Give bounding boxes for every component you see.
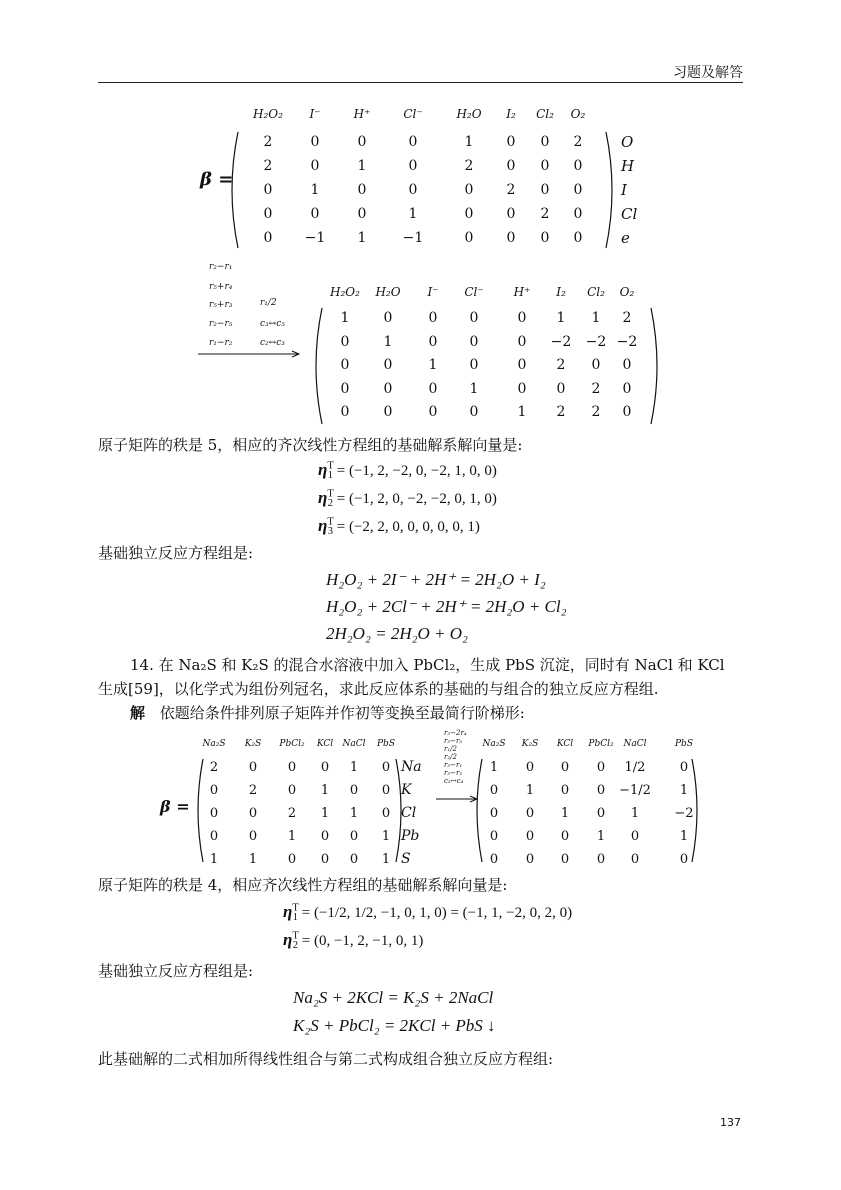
matrix1-cell: 0: [464, 182, 474, 198]
matrix1-row-label: I: [621, 181, 627, 199]
col-operation: r₁/2: [260, 298, 277, 308]
matrix1-row-label: e: [621, 229, 630, 247]
matrix1-row-label: Cl: [621, 205, 638, 223]
matrix1-header: Cl⁻: [403, 107, 423, 121]
matrix3-cell: 0: [320, 760, 330, 775]
matrix4-cell: 0: [560, 760, 570, 775]
matrix2-header: Cl⁻: [464, 285, 484, 299]
matrix4-cell: 1: [679, 783, 689, 798]
text-rank-5: 原子矩阵的秩是 5，相应的齐次线性方程组的基础解系解向量是:: [98, 436, 523, 454]
matrix2-cell: 0: [428, 381, 438, 397]
matrix1-label: β =: [200, 169, 234, 190]
reaction-4: [293, 988, 493, 1008]
matrix4-cell: 0: [596, 852, 606, 867]
matrix3-cell: 2: [287, 806, 297, 821]
matrix2-cell: −2: [616, 334, 638, 350]
matrix2-cell: 1: [340, 310, 350, 326]
matrix2-cell: 0: [340, 334, 350, 350]
matrix1-cell: 0: [263, 182, 273, 198]
matrix3-row-label: S: [401, 851, 411, 867]
matrix3-label: β =: [160, 797, 190, 816]
matrix2-cell: 0: [428, 310, 438, 326]
matrix4-header: KCl: [556, 739, 574, 749]
matrix-operation: r₁/2: [444, 745, 457, 753]
matrix2-header: Cl₂: [587, 285, 605, 299]
matrix3-cell: 1: [209, 852, 219, 867]
matrix2-cell: 0: [517, 357, 527, 373]
matrix4-cell: 0: [489, 783, 499, 798]
matrix4-cell: 1/2: [624, 760, 646, 775]
matrix4-cell: −1/2: [619, 783, 651, 798]
matrix3-cell: 0: [287, 760, 297, 775]
matrix4-header: PbCl₂: [588, 739, 614, 749]
matrix3-header: NaCl: [342, 739, 366, 749]
matrix2-cell: 1: [517, 404, 527, 420]
matrix4-cell: 1: [596, 829, 606, 844]
matrix4-cell: 0: [489, 852, 499, 867]
matrix3-row-label: Pb: [401, 828, 420, 844]
matrix2-cell: −2: [585, 334, 607, 350]
matrix2-cell: −2: [550, 334, 572, 350]
solution-vector: [318, 460, 497, 481]
eta-value: = (−1/2, 1/2, −1, 0, 1, 0) = (−1, 1, −2, 0, 2, 0): [298, 905, 573, 921]
matrix4-cell: 1: [560, 806, 570, 821]
text-combination: 此基础解的二式相加所得线性组合与第二式构成组合独立反应方程组:: [98, 1050, 554, 1068]
reaction-3: [326, 624, 468, 644]
matrix4-header: PbS: [675, 739, 693, 749]
matrix4-header: K₂S: [521, 739, 539, 749]
matrix3-cell: 0: [287, 852, 297, 867]
matrix2-cell: 0: [469, 357, 479, 373]
matrix2-cell: 1: [591, 310, 601, 326]
matrix1-cell: 1: [357, 230, 367, 246]
page-number: 137: [720, 1116, 741, 1129]
matrix1-cell: 1: [464, 134, 474, 150]
row-operation: r₂−r₅: [209, 319, 233, 329]
matrix1-cell: 2: [573, 134, 583, 150]
matrix2-header: I⁻: [427, 285, 439, 299]
matrix1-cell: 2: [540, 206, 550, 222]
matrix3-header: PbCl₂: [279, 739, 305, 749]
matrix-operation: r₅−r₂: [444, 769, 463, 777]
matrix1-cell: −1: [402, 230, 424, 246]
matrix2-cell: 2: [622, 310, 632, 326]
matrix1-header: I⁻: [309, 107, 321, 121]
solution-label: 解: [130, 704, 146, 722]
eta-sup: T: [327, 460, 334, 472]
matrix2-cell: 0: [340, 381, 350, 397]
eta-sup: T: [327, 516, 334, 528]
matrix1-cell: 0: [506, 158, 516, 174]
matrix2-cell: 1: [556, 310, 566, 326]
matrix1-cell: 0: [310, 134, 320, 150]
matrix1-cell: 0: [464, 230, 474, 246]
matrix4-cell: 0: [560, 783, 570, 798]
eta-sub: 1: [292, 912, 299, 924]
matrix1-cell: 0: [357, 182, 367, 198]
matrix1-cell: 0: [573, 182, 583, 198]
solution-line: [130, 702, 525, 723]
matrix4-cell: 0: [489, 806, 499, 821]
matrix1-cell: 0: [540, 230, 550, 246]
matrix2-cell: 0: [622, 357, 632, 373]
matrix1-cell: 0: [357, 134, 367, 150]
matrix2-cell: 2: [591, 381, 601, 397]
matrix2-cell: 0: [469, 404, 479, 420]
eta-sub: 3: [327, 526, 334, 538]
matrix1-header: H₂O: [456, 107, 482, 121]
matrix1-cell: 0: [573, 158, 583, 174]
matrix1-cell: 0: [263, 230, 273, 246]
matrix1-cell: 1: [357, 158, 367, 174]
matrix1-cell: −1: [304, 230, 326, 246]
reaction-5: [293, 1016, 496, 1036]
eta-symbol: η: [283, 930, 293, 949]
matrix2-cell: 0: [428, 334, 438, 350]
matrix2-cell: 0: [469, 310, 479, 326]
eta-value: = (−1, 2, 0, −2, −2, 0, 1, 0): [333, 491, 497, 507]
matrix4-header: Na₂S: [482, 739, 506, 749]
problem-14-line2: 生成[59]，以化学式为组份列冠名，求此反应体系的基础的与组合的独立反应方程组.: [98, 680, 659, 698]
matrix2-cell: 2: [591, 404, 601, 420]
matrix4-cell: 1: [525, 783, 535, 798]
matrix1-cell: 0: [573, 230, 583, 246]
row-operation: r₅+r₃: [209, 300, 233, 310]
matrix4-cell: 0: [560, 829, 570, 844]
eta-sub: 2: [292, 940, 299, 952]
matrix4-cell: 0: [679, 852, 689, 867]
problem-14-line1: 14. 在 Na₂S 和 K₂S 的混合水溶液中加入 PbCl₂，生成 PbS 沉淀，同时有 NaCl 和 KCl: [130, 656, 725, 674]
matrix2-cell: 0: [428, 404, 438, 420]
matrix3-cell: 0: [381, 783, 391, 798]
matrix2-cell: 1: [428, 357, 438, 373]
matrix3-cell: 0: [209, 829, 219, 844]
matrix3-header: Na₂S: [202, 739, 226, 749]
matrix1-header: Cl₂: [536, 107, 554, 121]
matrix2-cell: 0: [383, 310, 393, 326]
matrix2-cell: 0: [517, 381, 527, 397]
col-operation: c₃↔c₅: [260, 319, 285, 329]
matrix3-cell: 1: [248, 852, 258, 867]
matrix3-cell: 0: [248, 760, 258, 775]
eta-symbol: η: [318, 488, 328, 507]
matrix1-header: H⁺: [353, 107, 371, 121]
matrix3-cell: 1: [381, 829, 391, 844]
eta-value: = (−1, 2, −2, 0, −2, 1, 0, 0): [333, 463, 497, 479]
matrix1-cell: 2: [263, 134, 273, 150]
running-header: 习题及解答: [673, 65, 743, 81]
text-rank-4: 原子矩阵的秩是 4，相应齐次线性方程组的基础解系解向量是:: [98, 876, 508, 894]
matrix4-header: NaCl: [623, 739, 647, 749]
matrix1-cell: 0: [506, 134, 516, 150]
reaction-1: [326, 570, 546, 590]
matrix2-header: H₂O₂: [330, 285, 360, 299]
eta-symbol: η: [283, 902, 293, 921]
matrix4-cell: 0: [525, 852, 535, 867]
eta-sup: T: [327, 488, 334, 500]
reaction-2-text: H₂O₂ + 2Cl⁻ + 2H⁺ = 2H₂O + Cl₂: [326, 597, 567, 616]
matrix1-cell: 2: [263, 158, 273, 174]
matrix3-cell: 2: [248, 783, 258, 798]
solution-vector: [318, 516, 480, 537]
matrix3-cell: 0: [349, 852, 359, 867]
matrix2-cell: 0: [517, 334, 527, 350]
reaction-4-text: Na₂S + 2KCl = K₂S + 2NaCl: [293, 988, 494, 1007]
matrix1-cell: 0: [506, 230, 516, 246]
matrix1-cell: 0: [408, 182, 418, 198]
matrix3-header: PbS: [377, 739, 395, 749]
reaction-1-text: H₂O₂ + 2I⁻ + 2H⁺ = 2H₂O + I₂: [326, 570, 546, 589]
matrix2-cell: 0: [383, 381, 393, 397]
matrix1-cell: 2: [464, 158, 474, 174]
matrix3-row-label: Cl: [401, 805, 417, 821]
matrix1-cell: 2: [506, 182, 516, 198]
matrix-operation: r₅−r₁: [444, 761, 463, 769]
solution-vector: [283, 902, 572, 923]
matrix2-header: H⁺: [513, 285, 531, 299]
row-operation: r₂−r₁: [209, 262, 233, 272]
matrix3-cell: 1: [320, 783, 330, 798]
matrix1-cell: 0: [464, 206, 474, 222]
matrix2-cell: 2: [556, 357, 566, 373]
matrix1-cell: 0: [540, 158, 550, 174]
matrix1-cell: 0: [263, 206, 273, 222]
eta-sup: T: [292, 902, 299, 914]
matrix-operation: r₃−2r₄: [444, 729, 467, 737]
matrix4-cell: 0: [525, 829, 535, 844]
matrix1-header: I₂: [506, 107, 516, 121]
reaction-2: [326, 597, 566, 617]
text-basic-reactions-1: 基础独立反应方程组是:: [98, 544, 254, 562]
matrix1-header: H₂O₂: [253, 107, 283, 121]
matrix3-cell: 0: [320, 852, 330, 867]
matrix1-row-label: H: [621, 157, 635, 175]
matrix3-cell: 0: [349, 783, 359, 798]
matrix3-cell: 0: [248, 806, 258, 821]
matrix3-cell: 1: [349, 806, 359, 821]
matrix1-row-label: O: [621, 133, 634, 151]
matrix4-cell: −2: [674, 806, 694, 821]
matrix3-cell: 0: [381, 760, 391, 775]
matrix2-cell: 0: [469, 334, 479, 350]
matrix4-cell: 0: [596, 760, 606, 775]
matrix2-cell: 0: [591, 357, 601, 373]
matrix4-cell: 0: [560, 852, 570, 867]
matrix1-cell: 0: [357, 206, 367, 222]
matrix2-header: O₂: [619, 285, 635, 299]
matrix1-header: O₂: [570, 107, 586, 121]
matrix2-cell: 0: [340, 357, 350, 373]
matrix4-cell: 0: [596, 783, 606, 798]
matrix3-cell: 0: [320, 829, 330, 844]
matrix3-cell: 0: [209, 806, 219, 821]
matrix2-cell: 0: [340, 404, 350, 420]
matrix2-cell: 1: [469, 381, 479, 397]
matrix4-cell: 0: [525, 760, 535, 775]
matrix3-cell: 2: [209, 760, 219, 775]
matrix1-cell: 1: [310, 182, 320, 198]
matrix1-cell: 0: [506, 206, 516, 222]
matrix2-header: H₂O: [375, 285, 401, 299]
solution-vector: [283, 930, 423, 951]
matrix2-cell: 0: [383, 404, 393, 420]
matrix3-cell: 0: [287, 783, 297, 798]
eta-symbol: η: [318, 460, 328, 479]
matrix1-cell: 0: [573, 206, 583, 222]
matrix1-cell: 0: [408, 158, 418, 174]
matrix3-cell: 1: [349, 760, 359, 775]
matrix2-cell: 0: [556, 381, 566, 397]
matrix2-cell: 1: [383, 334, 393, 350]
matrix3-cell: 1: [320, 806, 330, 821]
eta-value: = (−2, 2, 0, 0, 0, 0, 0, 1): [333, 519, 480, 535]
matrix2-cell: 0: [517, 310, 527, 326]
reaction-5-text: K₂S + PbCl₂ = 2KCl + PbS ↓: [293, 1016, 496, 1035]
matrix3-row-label: Na: [401, 759, 422, 775]
row-operation: r₁−r₂: [209, 338, 233, 348]
matrix-operation: c₃↔c₄: [444, 777, 464, 785]
matrix1-cell: 0: [310, 158, 320, 174]
matrix2-cell: 2: [556, 404, 566, 420]
matrix1-cell: 1: [408, 206, 418, 222]
eta-sub: 1: [327, 470, 334, 482]
eta-sup: T: [292, 930, 299, 942]
matrix2-cell: 0: [622, 381, 632, 397]
matrix2-cell: 0: [622, 404, 632, 420]
matrix1-cell: 0: [540, 182, 550, 198]
matrix3-cell: 0: [209, 783, 219, 798]
matrix4-cell: 1: [630, 806, 640, 821]
matrix1-cell: 0: [540, 134, 550, 150]
matrix3-cell: 0: [381, 806, 391, 821]
matrix3-row-label: K: [401, 782, 412, 798]
matrix4-cell: 1: [679, 829, 689, 844]
matrix-operation: r₅−r₃: [444, 737, 463, 745]
matrix3-header: K₂S: [244, 739, 262, 749]
matrix1-cell: 0: [310, 206, 320, 222]
matrix-operation: r₂/2: [444, 753, 457, 761]
matrix3-header: KCl: [316, 739, 334, 749]
matrix4-cell: 0: [596, 806, 606, 821]
eta-symbol: η: [318, 516, 328, 535]
matrix3-cell: 1: [381, 852, 391, 867]
eta-sub: 2: [327, 498, 334, 510]
matrix1-cell: 0: [408, 134, 418, 150]
text-basic-reactions-2: 基础独立反应方程组是:: [98, 962, 254, 980]
solution-vector: [318, 488, 497, 509]
matrix4-cell: 0: [525, 806, 535, 821]
matrix3-cell: 1: [287, 829, 297, 844]
matrix4-cell: 0: [630, 829, 640, 844]
matrix3-cell: 0: [349, 829, 359, 844]
matrix3-cell: 0: [248, 829, 258, 844]
row-operation: r₅+r₄: [209, 282, 233, 292]
eta-value: = (0, −1, 2, −1, 0, 1): [298, 933, 424, 949]
matrix4-cell: 0: [630, 852, 640, 867]
reaction-3-text: 2H₂O₂ = 2H₂O + O₂: [326, 624, 468, 643]
matrix2-cell: 0: [383, 357, 393, 373]
matrix4-cell: 0: [679, 760, 689, 775]
matrix4-cell: 1: [489, 760, 499, 775]
solution-text: 依题给条件排列原子矩阵并作初等变换至最简行阶梯形:: [159, 704, 525, 722]
col-operation: c₂↔c₃: [260, 338, 285, 348]
matrix2-header: I₂: [556, 285, 566, 299]
matrix4-cell: 0: [489, 829, 499, 844]
